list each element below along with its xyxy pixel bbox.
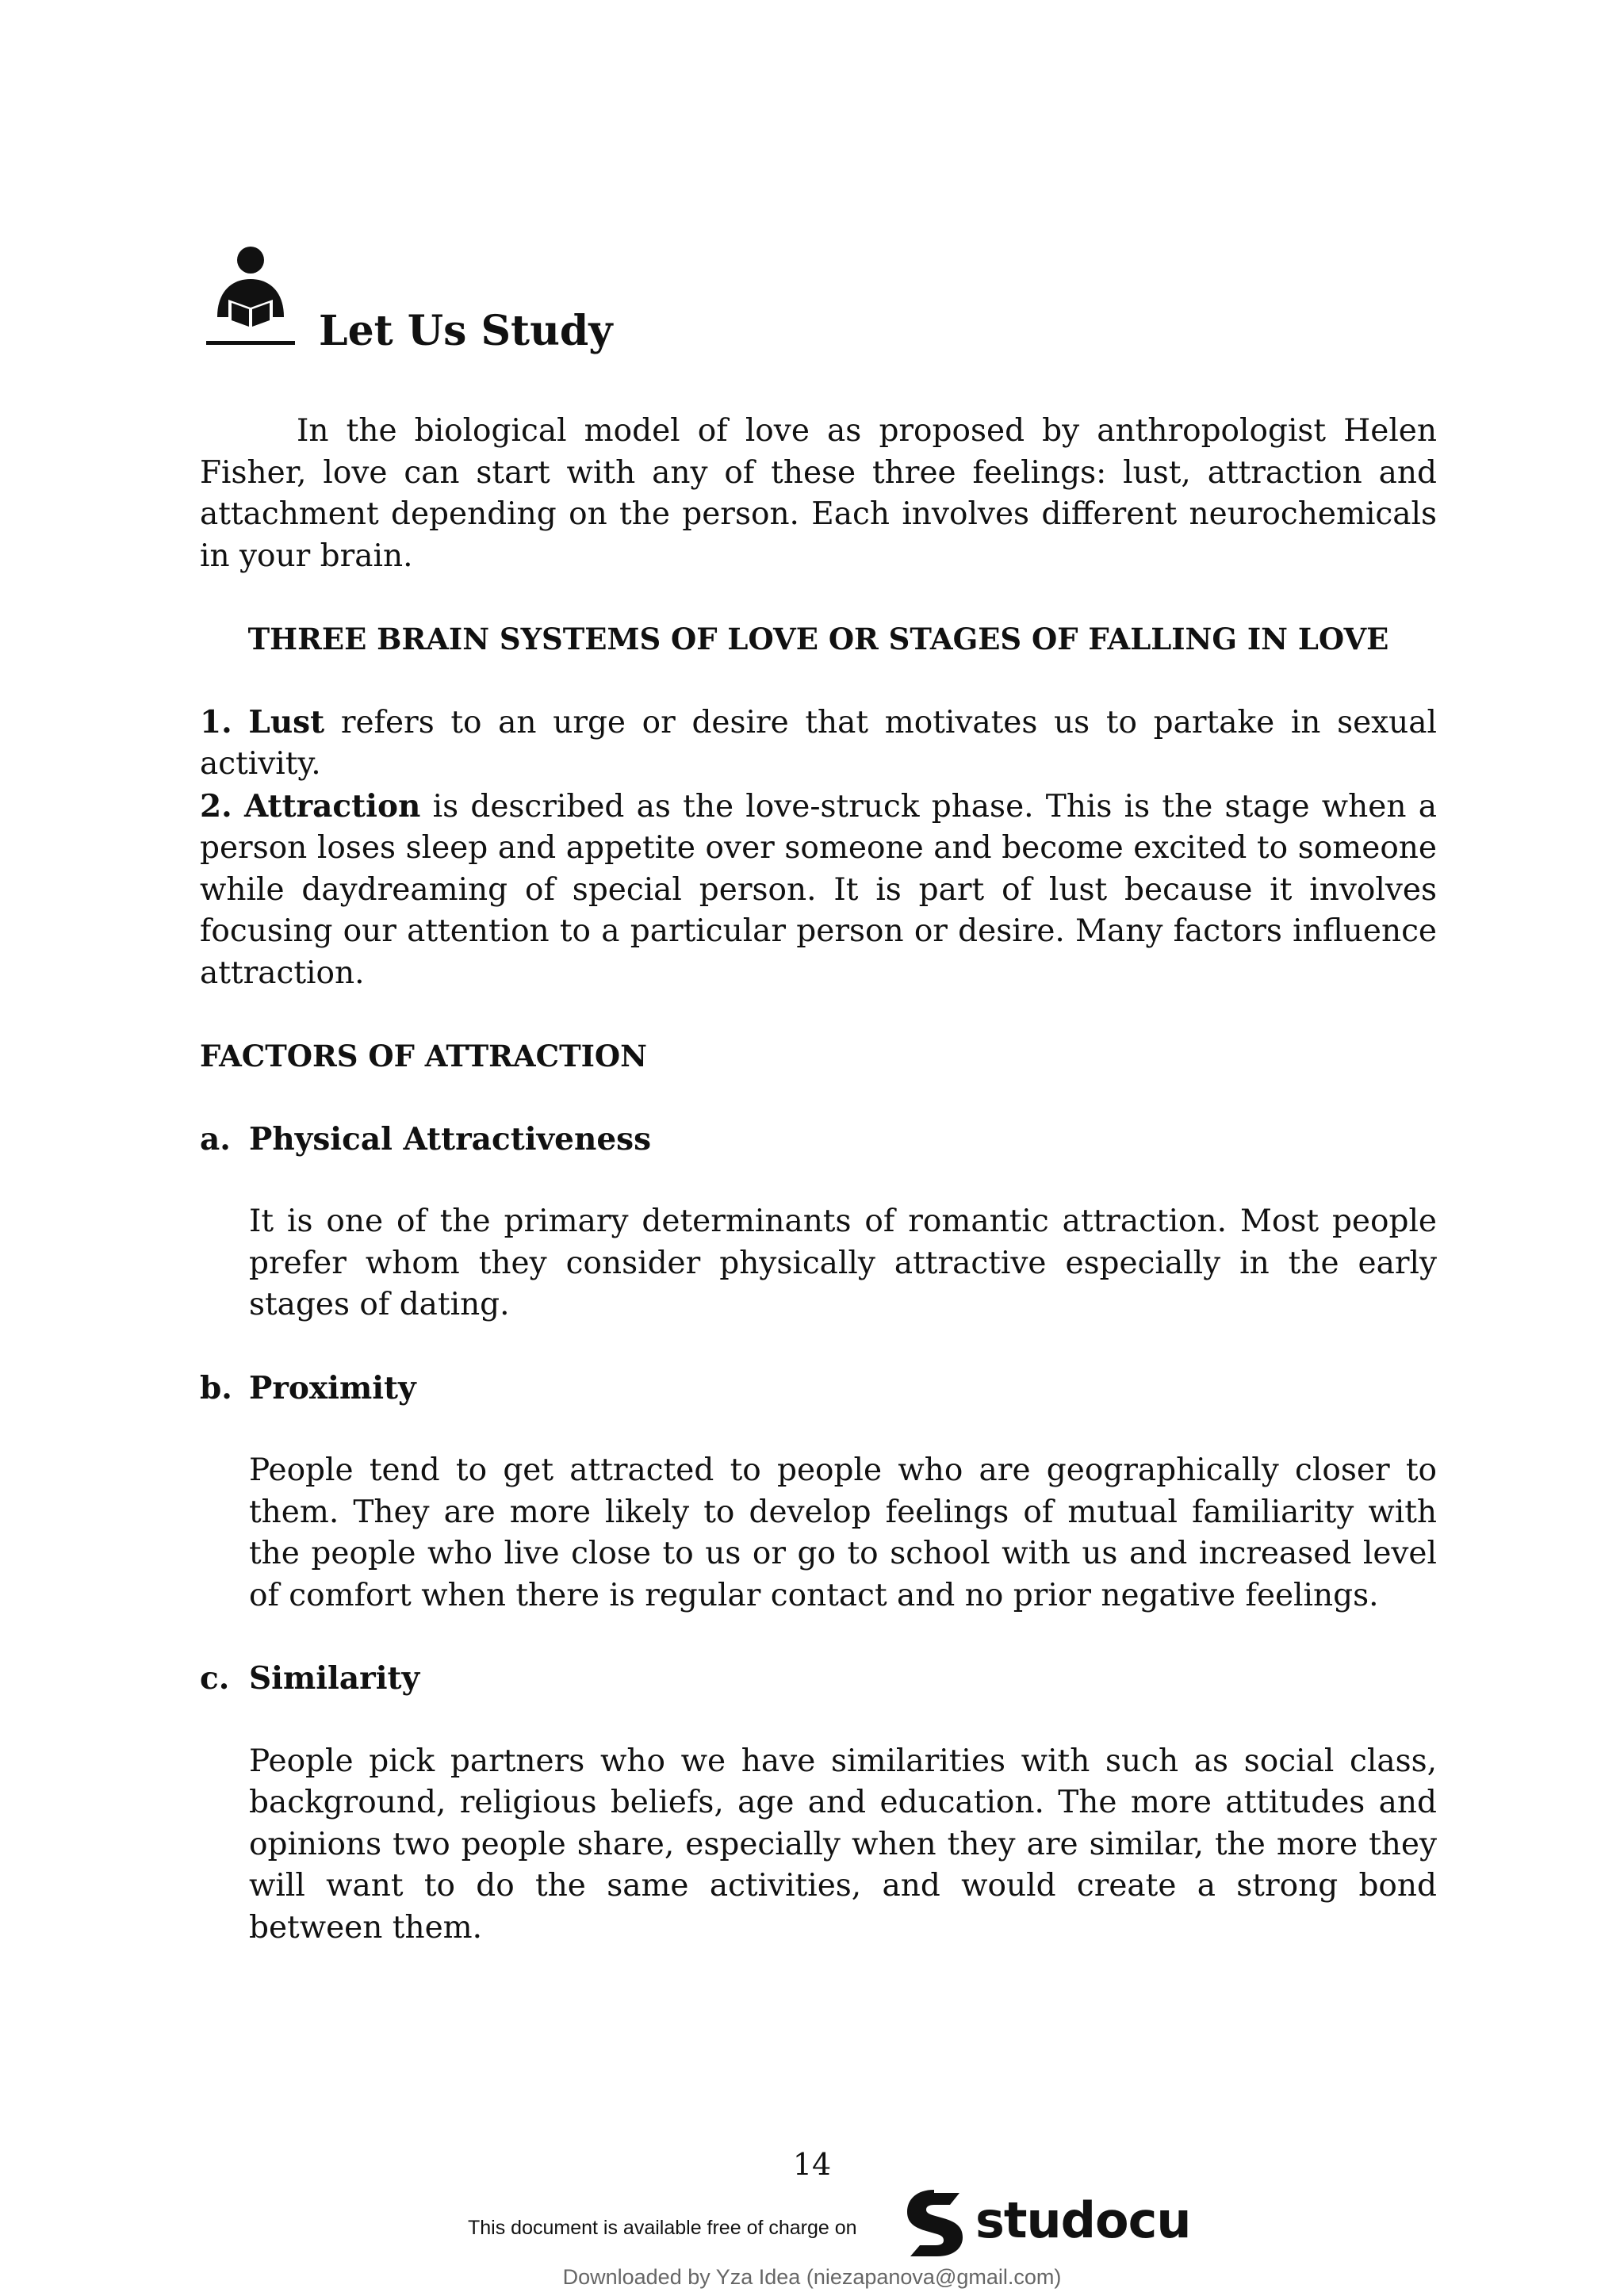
item-number: 1.	[200, 703, 232, 740]
intro-paragraph: In the biological model of love as proposed by anthropologist Helen Fisher, love can start with any of these three feelings: lust, attraction and attachment depending on the person. Each involves different neurochemicals in your brain.	[200, 413, 1437, 574]
factors-heading: FACTORS OF ATTRACTION	[200, 1039, 647, 1073]
factor-description-similarity: People pick partners who we have similarities with such as social class, background, religious beliefs, age and education. The more attitudes and opinions two people share, especially when they are similar, the more they will want to do the same activities, and would create a strong bond between them.	[249, 1743, 1437, 1946]
factor-letter: b.	[200, 1369, 232, 1406]
factor-name: Similarity	[249, 1660, 420, 1697]
factor-letter: a.	[200, 1120, 231, 1158]
factor-title-proximity	[200, 1368, 1437, 1410]
item-term: Attraction	[243, 787, 421, 825]
section-header	[200, 238, 1437, 365]
item-text: refers to an urge or desire that motivates us to partake in sexual activity.	[200, 704, 1437, 782]
factor-name: Proximity	[249, 1369, 416, 1406]
studocu-logo-icon[interactable]	[902, 2188, 966, 2258]
main-content	[200, 411, 1437, 1949]
list-item-attraction	[200, 786, 1437, 995]
studocu-footer	[468, 2188, 1191, 2260]
item-number: 2.	[200, 787, 232, 825]
item-text: is described as the love-struck phase. This is the stage when a person loses sleep and appetite over someone and become excited to someone while daydreaming of special person. It is part of lust because it involves focusing our attention to a particular person or desire. Many factors influence attraction.	[200, 788, 1437, 991]
factor-name: Physical Attractiveness	[249, 1120, 652, 1158]
downloaded-by-note: Downloaded by Yza Idea (niezapanova@gmail.com)	[562, 2265, 1062, 2289]
list-item-lust	[200, 702, 1437, 786]
factor-title-similarity	[200, 1658, 1437, 1700]
factor-title-physical	[200, 1119, 1437, 1161]
reading-person-icon	[205, 244, 297, 347]
studocu-brand[interactable]: studocu	[975, 2191, 1191, 2249]
section-title: Let Us Study	[319, 307, 613, 355]
factor-description-proximity: People tend to get attracted to people who are geographically closer to them. They are more likely to develop feelings of mutual familiarity with the people who live close to us or go to school with us and increased level of comfort when there is regular contact and no prior negative feelings.	[249, 1452, 1437, 1613]
factor-description-physical: It is one of the primary determinants of romantic attraction. Most people prefer whom they consider physically attractive especially in the early stages of dating.	[249, 1203, 1437, 1322]
footer-note: This document is available free of charge on	[468, 2217, 857, 2239]
factor-letter: c.	[200, 1660, 230, 1697]
page-number: 14	[792, 2147, 832, 2182]
item-term: Lust	[248, 703, 325, 740]
systems-heading: THREE BRAIN SYSTEMS OF LOVE OR STAGES OF FALLING IN LOVE	[247, 622, 1389, 656]
